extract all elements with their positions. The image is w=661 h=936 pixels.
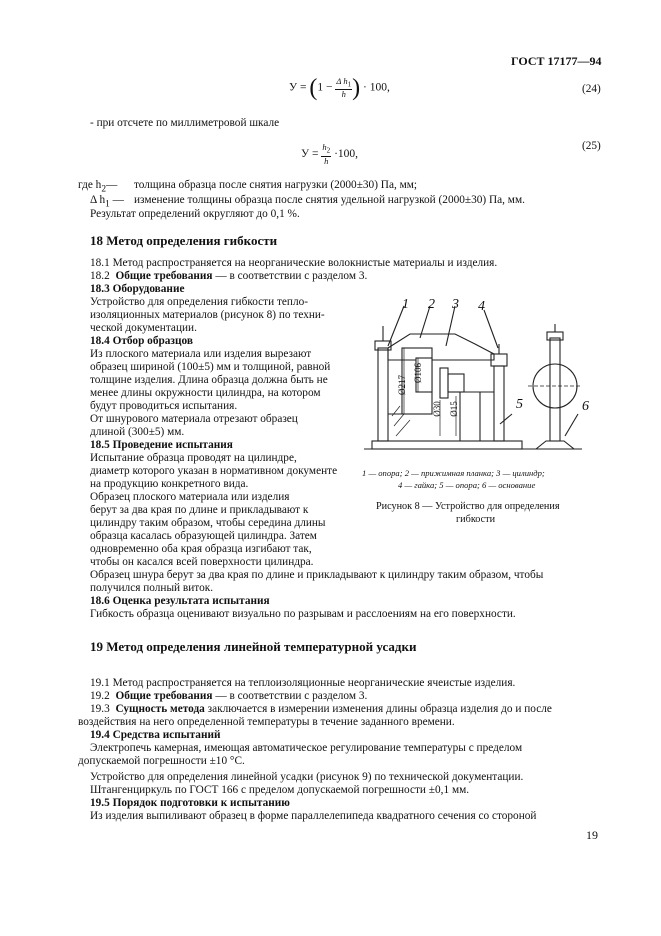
section-19-2-num: 19.2: [90, 690, 110, 702]
figure-8-dim-106: Ø106: [413, 363, 423, 383]
cord-line-1: Образец шнура берут за два края по длине и прикладывают к цилиндру таким образом, чтобы: [90, 569, 544, 581]
figure-8-caption-1: Рисунок 8 — Устройство для определения: [376, 501, 560, 512]
figure-8-front-view: [528, 324, 582, 449]
cord-line-2: получился полный виток.: [90, 582, 214, 594]
sampling-line-1: Из плоского материала или изделия вырезают: [90, 348, 312, 360]
where-sub-2: 1: [105, 199, 110, 210]
where-sym-2: Δ h: [90, 194, 106, 206]
where-sub-1: 2: [101, 184, 107, 195]
section-19-title: 19 Метод определения линейной температурной усадки: [90, 639, 417, 654]
equip-line-3: ческой документации.: [90, 322, 197, 334]
formula-24: У = (1 − $\frac{\Delta h_1}{h}$ ) · 100,: [289, 75, 390, 101]
equip-line-2: изоляционных материалов (рисунок 8) по техни-: [90, 309, 325, 321]
formula-24-lhs: У =: [289, 81, 307, 94]
section-18-1: 18.1 Метод распространяется на неорганические волокнистые материалы и изделия.: [90, 257, 498, 269]
where-dash-2: —: [112, 194, 124, 206]
figure-8-label-2: 2: [428, 297, 435, 312]
test-line-7: образца касалась образующей цилиндра. Затем: [90, 530, 317, 542]
section-18-6: 18.6 Оценка результата испытания: [90, 595, 270, 607]
section-19-1: 19.1 Метод распространяется на теплоизоляционные неорганические ячеистые изделия.: [90, 677, 516, 689]
evaluation-text: Гибкость образца оценивают визуально по разрывам и расслоениям на его поверхности.: [90, 608, 516, 620]
section-18-2-num: 18.2: [90, 270, 110, 282]
section-18-title: 18 Метод определения гибкости: [90, 233, 278, 248]
section-19-3-num: 19.3: [90, 703, 110, 715]
test-line-3: на продукцию конкретного вида.: [90, 478, 249, 490]
section-19-3-rest: заключается в измерении изменения длины образца изделия до и после: [207, 703, 552, 715]
figure-8-caption-2: гибкости: [456, 514, 496, 525]
figure-8-label-4: 4: [478, 299, 485, 314]
test-line-2: диаметр которого указан в нормативном документе: [90, 465, 338, 477]
where-dash-1: —: [106, 179, 118, 191]
section-19-3-bold: Сущность метода: [115, 703, 205, 715]
figure-8-legend-1: 1 — опора; 2 — прижимная планка; 3 — цилиндр;: [362, 468, 545, 478]
section-18-2-bold: Общие требования: [115, 270, 213, 282]
equip-line-1: Устройство для определения гибкости тепло-: [90, 296, 309, 308]
section-19-2-bold: Общие требования: [115, 690, 213, 702]
figure-8-dim-217: Ø217: [397, 375, 407, 395]
where-text-1: толщина образца после снятия нагрузки (2000±30) Па, мм;: [134, 179, 418, 191]
formula-25: [301, 143, 358, 166]
section-19-4: 19.4 Средства испытаний: [90, 729, 221, 741]
result-rounding: Результат определений округляют до 0,1 %.: [90, 208, 300, 220]
figure-8-legend-2: 4 — гайка; 5 — опора; 6 — основание: [398, 480, 536, 490]
figure-8-label-1: 1: [402, 297, 409, 312]
prep-line-1: Из изделия выпиливают образец в форме параллелепипеда квадратного сечения со стороной: [90, 810, 537, 822]
formula-25-intro: - при отсчете по миллиметровой шкале: [90, 117, 280, 129]
formula-25-tail: ·100,: [334, 147, 359, 160]
formula-25-lhs: У =: [301, 147, 319, 160]
sampling-line-7: длиной (300±5) мм.: [90, 426, 185, 438]
means-line-4: Штангенциркуль по ГОСТ 166 с пределом допускаемой погрешности ±0,1 мм.: [90, 784, 470, 796]
test-line-1: Испытание образца проводят на цилиндре,: [90, 452, 297, 464]
where-sym-1: где h: [78, 179, 102, 191]
figure-8-label-5: 5: [516, 397, 523, 412]
section-18-3: 18.3 Оборудование: [90, 283, 185, 295]
formula-25-num-sub: 2: [326, 146, 331, 155]
means-line-1: Электропечь камерная, имеющая автоматическое регулирование температуры с пределом: [90, 742, 523, 754]
sampling-line-6: От шнурового материала отрезают образец: [90, 413, 298, 425]
sampling-line-4: менее длины окружности цилиндра, на котором: [90, 387, 321, 399]
formula-24-tail: · 100,: [363, 81, 390, 94]
formula-24-number: (24): [582, 83, 601, 95]
formula-25-number: (25): [582, 140, 601, 152]
section-19-3-line-2: воздействия на него определенной температуры в течение заданного времени.: [78, 716, 455, 728]
test-line-8: одновременно оба края образца изгибают так,: [90, 543, 312, 555]
document-header: ГОСТ 17177—94: [511, 54, 602, 68]
test-line-9: чтобы он касался всей поверхности цилиндра.: [90, 556, 314, 568]
figure-8-side-view: [364, 306, 532, 449]
page-number: 19: [586, 828, 598, 842]
test-line-6: цилиндру таким образом, чтобы середина длины: [90, 517, 326, 529]
section-19-5: 19.5 Порядок подготовки к испытанию: [90, 797, 290, 809]
section-18-5: 18.5 Проведение испытания: [90, 439, 233, 451]
formula-24-num-sub: 1: [347, 80, 352, 89]
formula-24-one: 1 −: [317, 81, 333, 94]
sampling-line-3: толщине изделия. Длина образца должна быть не: [90, 374, 328, 386]
section-18-2: [90, 269, 367, 283]
formula-24-num: Δ h: [336, 75, 348, 86]
figure-8-label-6: 6: [582, 399, 589, 414]
test-line-4: Образец плоского материала или изделия: [90, 491, 290, 503]
sampling-line-2: образец шириной (100±5) мм и толщиной, равной: [90, 361, 331, 373]
figure-8-dim-30: Ø30: [431, 401, 442, 417]
sampling-line-5: будут проводиться испытания.: [90, 400, 238, 412]
where-text-2: изменение толщины образца после снятия удельной нагрузкой (2000±30) Па, мм.: [134, 194, 525, 206]
section-18-2-rest: — в соответствии с разделом 3.: [215, 270, 368, 282]
formula-24-den: h: [341, 89, 346, 100]
formula-25-den: h: [324, 155, 329, 166]
section-19-2: [90, 689, 367, 703]
test-line-5: берут за два края по длине и прикладывают к: [90, 504, 309, 516]
figure-8-label-3: 3: [452, 297, 459, 312]
means-line-3: Устройство для определения линейной усадки (рисунок 9) по технической документации.: [90, 771, 524, 783]
section-18-4: 18.4 Отбор образцов: [90, 335, 193, 347]
section-19-2-rest: — в соответствии с разделом 3.: [215, 690, 368, 702]
figure-8-dim-15: Ø15: [448, 401, 459, 417]
formula-25-num: h: [322, 142, 327, 152]
section-19-3: [90, 702, 552, 716]
means-line-2: допускаемой погрешности ±10 °С.: [78, 755, 245, 767]
